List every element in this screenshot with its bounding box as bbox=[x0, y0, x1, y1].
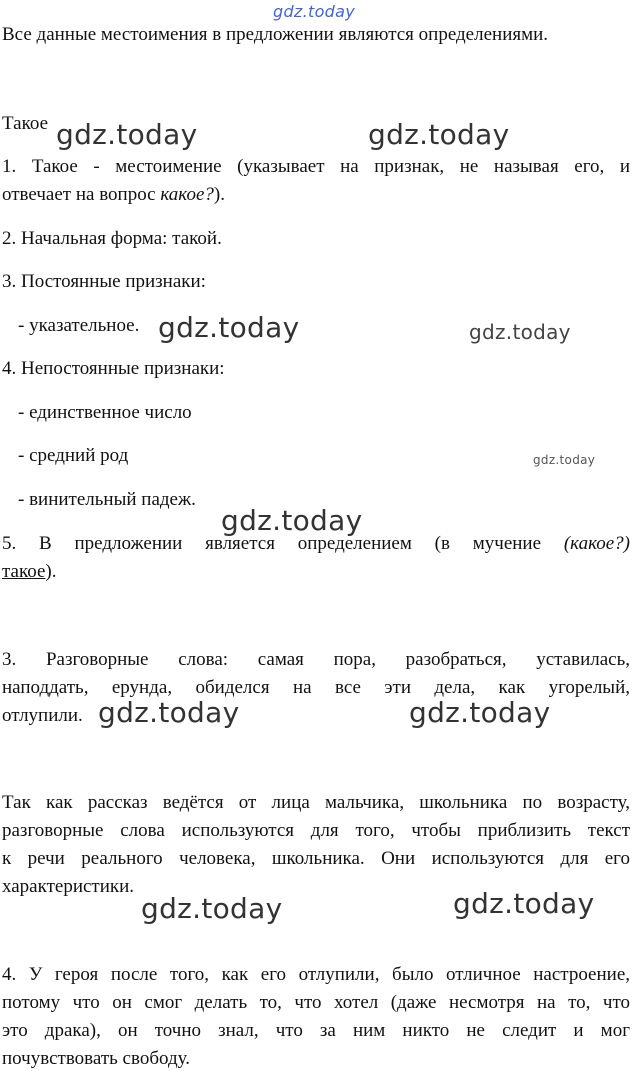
section3-line1 bbox=[2, 648, 630, 671]
analysis-p1-line2-end: ). bbox=[213, 184, 225, 205]
analysis-p2: 2. Начальная форма: такой. bbox=[2, 228, 222, 249]
word-heading: Такое bbox=[2, 113, 48, 134]
explanation-line2 bbox=[2, 819, 630, 842]
analysis-p3: 3. Постоянные признаки: bbox=[2, 271, 206, 292]
section4-line4: почувствовать свободу. bbox=[2, 1048, 190, 1069]
watermark: gdz.today bbox=[533, 453, 596, 467]
intro-text: Все данные местоимения в предложении являются определениями. bbox=[2, 24, 549, 45]
section3-line2-text: наподдать, ерунда, обиделся на все эти дела, как угорелый, bbox=[2, 677, 630, 698]
analysis-p5-question: (какое?) bbox=[563, 533, 630, 554]
watermark-top: gdz.today bbox=[273, 2, 355, 21]
section4-line3-text: это драка), он точно знал, что за ним никто не следит и мог bbox=[2, 1020, 630, 1041]
analysis-p4-item3: - винительный падеж. bbox=[18, 489, 196, 510]
analysis-p5-line2-end: ). bbox=[45, 561, 57, 582]
section4-line1 bbox=[2, 963, 630, 986]
analysis-p1-question: какое? bbox=[160, 184, 214, 205]
explanation-line3 bbox=[2, 847, 630, 870]
analysis-p4: 4. Непостоянные признаки: bbox=[2, 358, 225, 379]
analysis-p1-line2 bbox=[2, 183, 630, 206]
explanation-line1-text: Так как рассказ ведётся от лица мальчика, школьника по возрасту, bbox=[2, 792, 630, 813]
section4-line3 bbox=[2, 1019, 630, 1042]
explanation-line4: характеристики. bbox=[2, 876, 135, 897]
watermark: gdz.today bbox=[98, 696, 240, 729]
watermark: gdz.today bbox=[221, 504, 363, 537]
analysis-p1-line2-start: отвечает на вопрос bbox=[2, 184, 161, 205]
explanation-line2-text: разговорные слова используются для того, чтобы приблизить текст bbox=[2, 820, 630, 841]
analysis-p5-line2 bbox=[2, 560, 630, 583]
analysis-p1-line1 bbox=[2, 155, 630, 178]
analysis-p5-line1-start: 5. В предложении является определением (в мучение bbox=[2, 533, 564, 554]
section4-line1-text: 4. У героя после того, как его отлупили, было отличное настроение, bbox=[2, 964, 630, 985]
watermark: gdz.today bbox=[469, 320, 571, 344]
watermark: gdz.today bbox=[141, 892, 283, 925]
section4-line2-text: потому что он смог делать то, что хотел (даже несмотря на то, что bbox=[2, 992, 630, 1013]
watermark: gdz.today bbox=[158, 311, 300, 344]
section3-line3: отлупили. bbox=[2, 705, 83, 726]
watermark: gdz.today bbox=[56, 118, 198, 151]
watermark: gdz.today bbox=[409, 696, 551, 729]
section3-line1-text: 3. Разговорные слова: самая пора, разобраться, уставилась, bbox=[2, 649, 630, 670]
analysis-p3-item1: - указательное. bbox=[18, 315, 140, 336]
analysis-p1-line1-text: 1. Такое - местоимение (указывает на признак, не называя его, и bbox=[2, 156, 630, 177]
explanation-line1 bbox=[2, 791, 630, 814]
watermark: gdz.today bbox=[453, 887, 595, 920]
analysis-p4-item2: - средний род bbox=[18, 445, 129, 466]
analysis-p5-word: такое bbox=[2, 561, 46, 582]
analysis-p4-item1: - единственное число bbox=[18, 402, 192, 423]
explanation-line3-text: к речи реального человека, школьника. Они используются для его bbox=[2, 848, 630, 869]
watermark: gdz.today bbox=[368, 118, 510, 151]
section4-line2 bbox=[2, 991, 630, 1014]
